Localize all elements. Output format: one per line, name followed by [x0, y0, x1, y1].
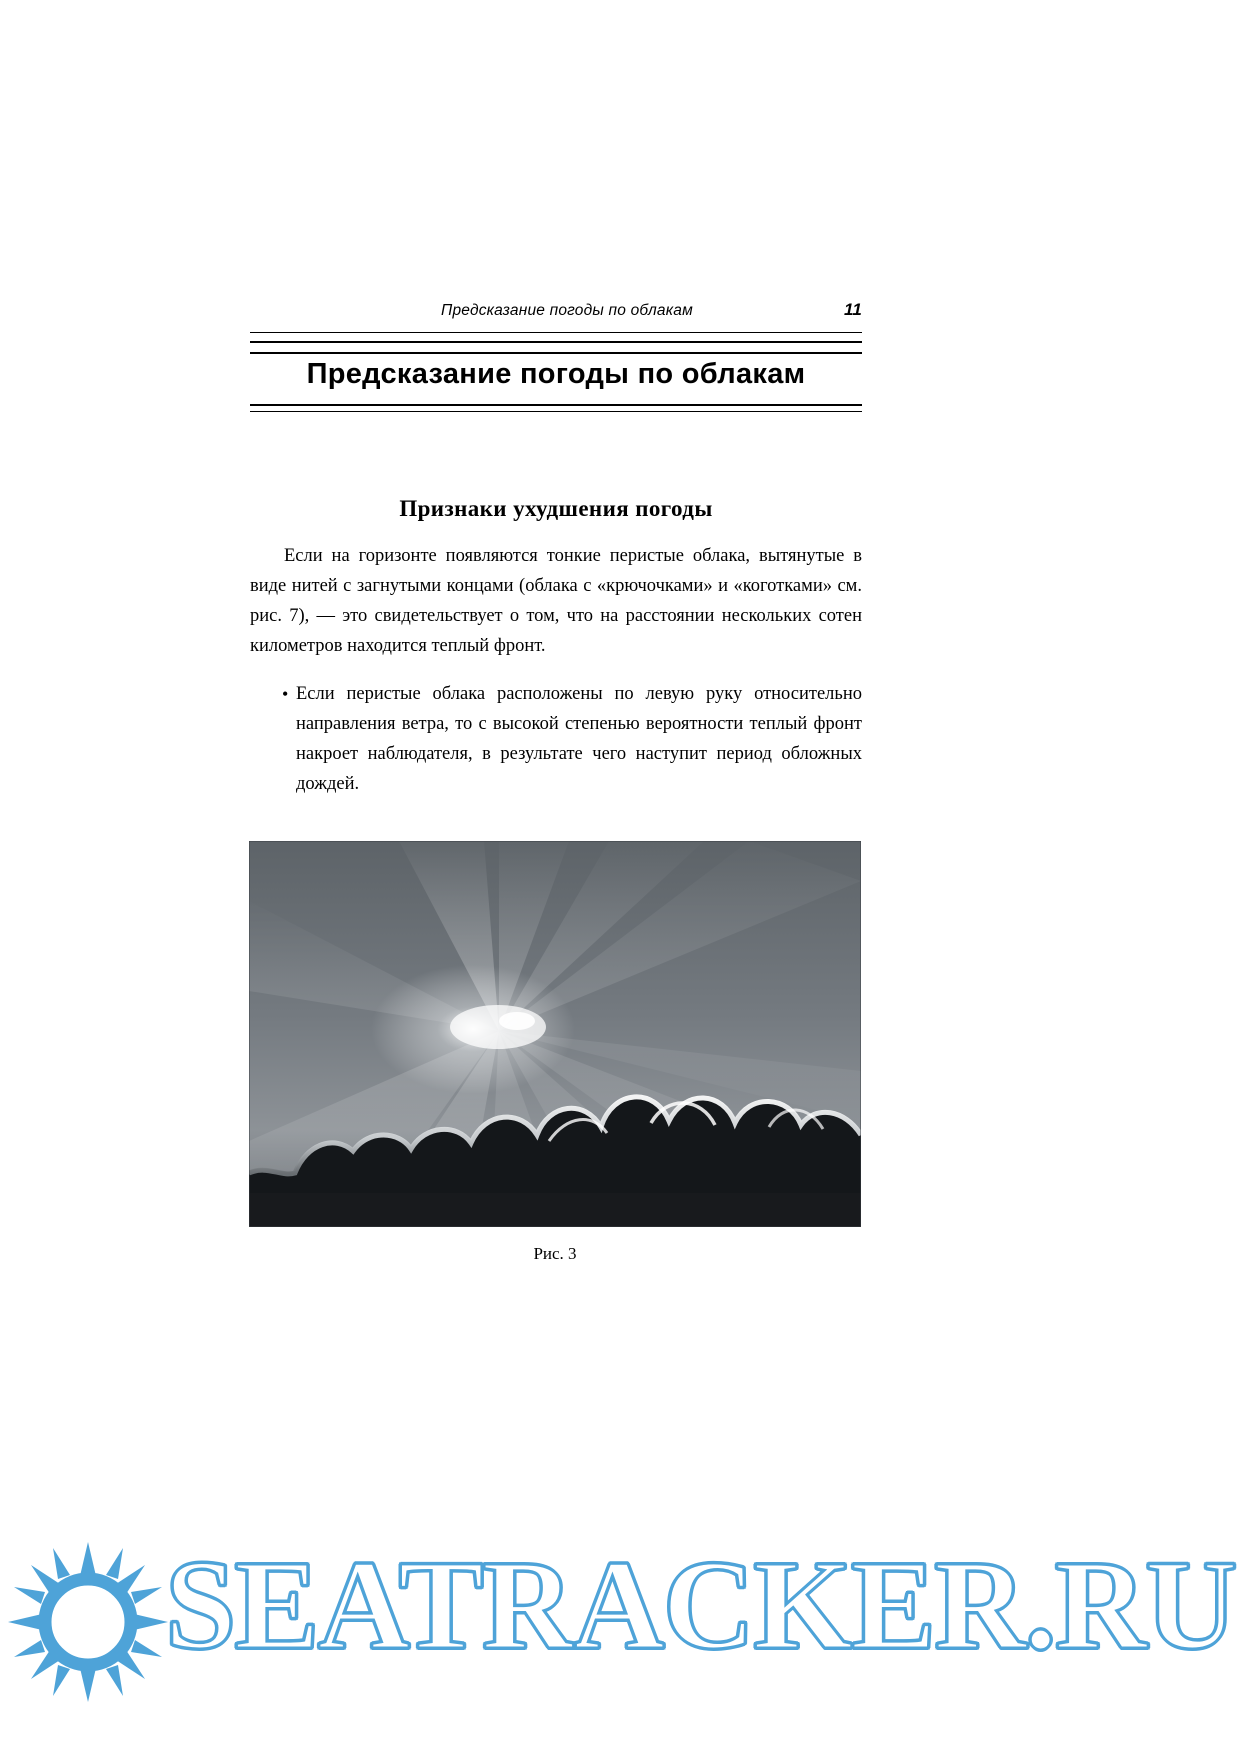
section-heading: Признаки ухудшения погоды	[399, 496, 713, 521]
title-rule-below-2	[250, 411, 862, 412]
bullet-list	[250, 679, 862, 799]
cloud-photo-illustration	[249, 841, 861, 1227]
figure-image	[249, 841, 861, 1227]
running-head-title: Предсказание погоды по облакам	[441, 302, 693, 319]
watermark	[0, 1524, 1239, 1714]
list-item	[250, 679, 862, 799]
body-paragraph: Если на горизонте появляются тонкие перистые облака, вытянутые в виде нитей с загнутыми концами (облака с «крючочками» и «коготками» см. рис. 7), — это свидетельствует о том, что на расстоянии нескольких сотен километров находится теплый фронт.	[250, 546, 862, 656]
figure	[249, 841, 861, 1264]
figure-caption: Рис. 3	[533, 1244, 577, 1263]
chapter-title: Предсказание погоды по облакам	[306, 358, 806, 390]
page-number: 11	[843, 300, 862, 319]
watermark-text: SEATRACKER.RU	[165, 1534, 1236, 1676]
running-head	[250, 300, 862, 320]
sun-icon	[8, 1542, 168, 1702]
title-rule-above	[250, 352, 862, 354]
header-rule-bottom	[250, 341, 862, 343]
list-item-text: Если перистые облака расположены по левую руку относительно направления ветра, то с высокой степенью вероятности теплый фронт накроет наблюдателя, в результате чего наступит период обложных дождей.	[296, 684, 862, 794]
header-rule-top	[250, 332, 862, 333]
bullet-icon: •	[282, 684, 289, 704]
title-rule-below-1	[250, 404, 862, 406]
body-paragraph-block	[250, 541, 862, 661]
